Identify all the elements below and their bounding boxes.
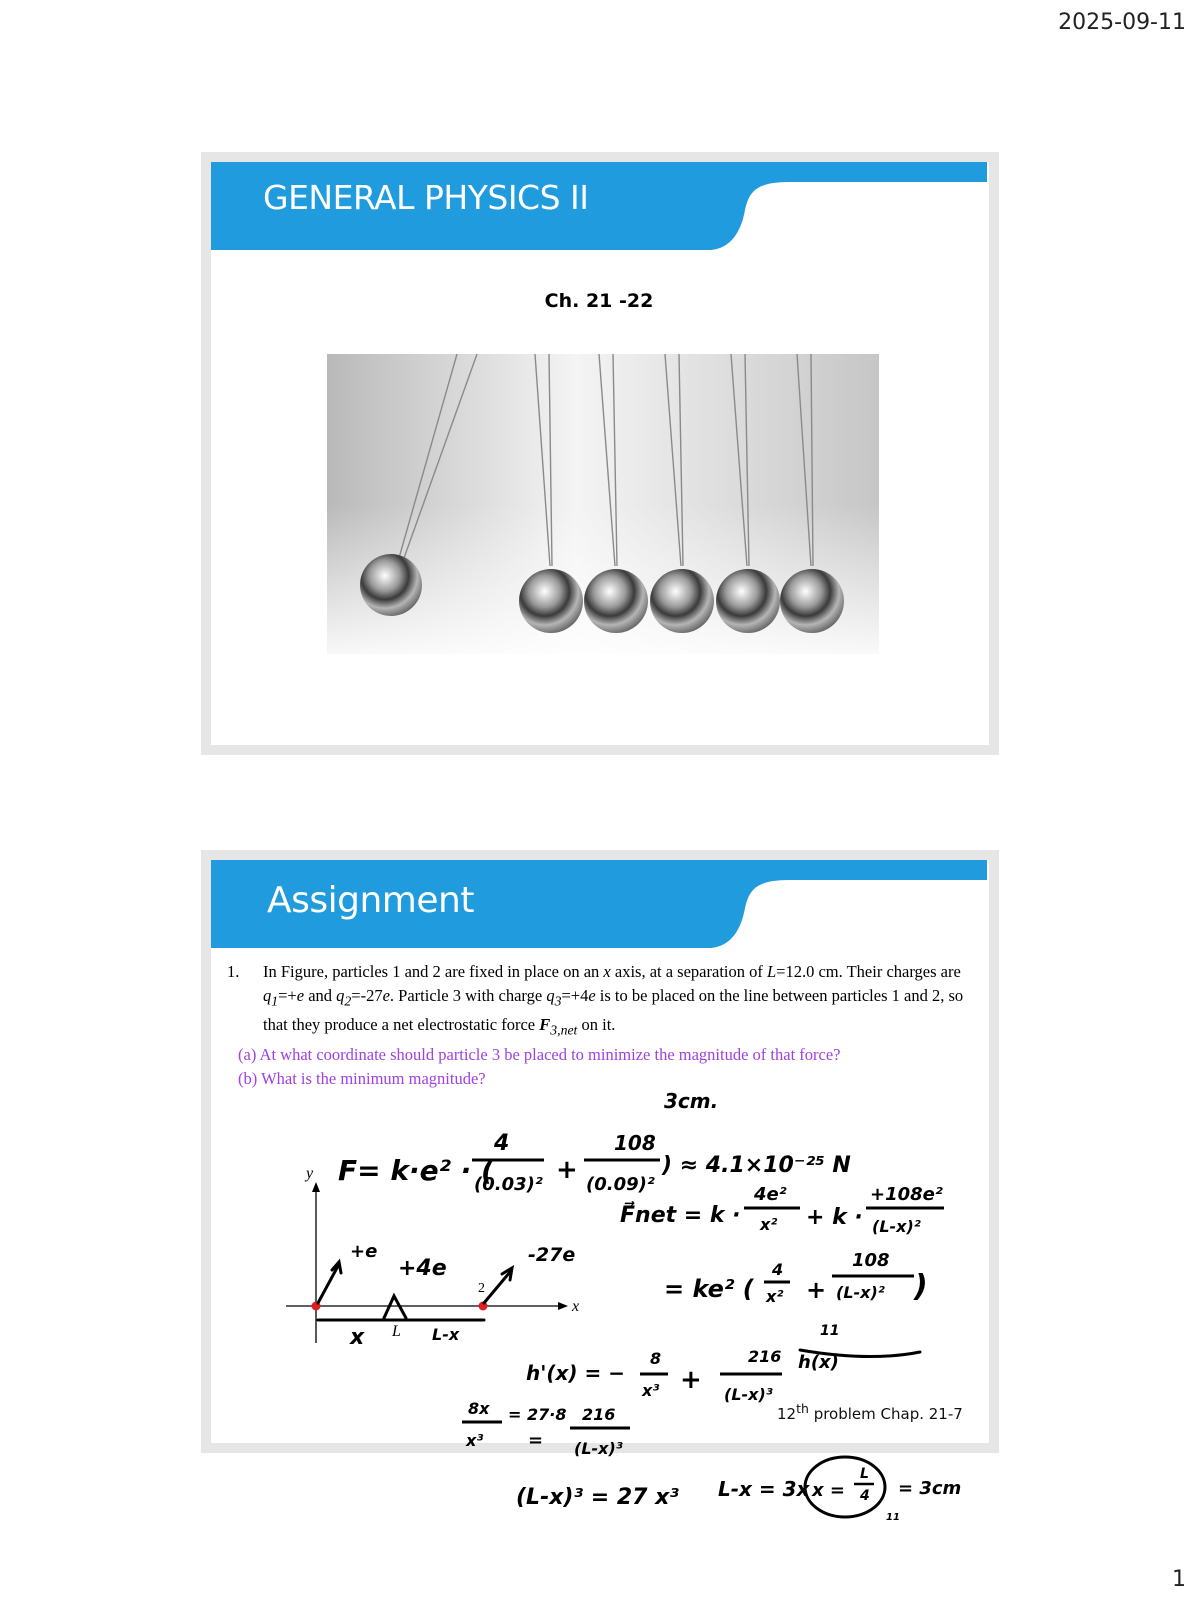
svg-text:+e: +e	[350, 1241, 378, 1262]
svg-text:F= k·e² · (: F= k·e² · (	[338, 1154, 494, 1187]
svg-text:) ≈ 4.1×10⁻²⁵ N: ) ≈ 4.1×10⁻²⁵ N	[662, 1153, 851, 1178]
svg-text:216: 216	[582, 1405, 616, 1424]
svg-text:L-x: L-x	[432, 1325, 460, 1344]
svg-text:+: +	[806, 1276, 827, 1304]
svg-text:(L-x)³: (L-x)³	[724, 1385, 773, 1404]
problem-number: 1.	[227, 962, 240, 981]
svg-text:4: 4	[772, 1260, 784, 1279]
svg-text:+ k ·: + k ·	[806, 1205, 863, 1230]
problem-part-a: (a) At what coordinate should particle 3 be placed to minimize the magnitude of that force?	[238, 1044, 841, 1064]
particle-2-label: 2	[478, 1281, 485, 1296]
svg-text:x³: x³	[466, 1431, 484, 1450]
svg-text:=: =	[528, 1430, 544, 1451]
svg-text:x²: x²	[766, 1287, 784, 1306]
slide-title: Assignment	[267, 880, 474, 921]
svg-text:x³: x³	[642, 1381, 660, 1400]
svg-text:+: +	[556, 1155, 578, 1185]
svg-text:4: 4	[494, 1131, 510, 1156]
svg-text:h'(x) = −: h'(x) = −	[526, 1361, 625, 1385]
page-date: 2025-09-11	[1058, 10, 1186, 35]
svg-text:= 27·8: = 27·8	[508, 1405, 567, 1424]
svg-text:11: 11	[820, 1323, 840, 1339]
answer-a: 3cm.	[664, 1089, 719, 1113]
svg-text:8x: 8x	[468, 1399, 490, 1418]
svg-text:(L-x)³: (L-x)³	[574, 1439, 623, 1458]
svg-text:4e²: 4e²	[754, 1184, 787, 1205]
slide-subtitle: Ch. 21 -22	[544, 290, 654, 312]
svg-text:(0.09)²: (0.09)²	[586, 1174, 655, 1195]
svg-text:L-x = 3x: L-x = 3x	[718, 1477, 810, 1501]
problem-source: 12th problem Chap. 21-7	[777, 1401, 963, 1423]
svg-text:(0.03)²: (0.03)²	[474, 1174, 543, 1195]
svg-text:x =: x =	[812, 1480, 845, 1501]
svg-text:): )	[914, 1269, 928, 1304]
svg-text:108: 108	[852, 1250, 890, 1271]
problem-statement: In Figure, particles 1 and 2 are fixed in place on an x axis, at a separation of L=12.0 cm. Their charges are $q_1=+e$ and $q_2=-27e$. Particle 3 with charge $q_3=+4e$ is to be placed on the line between particles 1 and 2, so that they produce a net electrostatic force $F_{3,net}$ on it.	[263, 962, 964, 1038]
separation-label: L	[392, 1323, 401, 1340]
svg-text:(L-x)³ = 27 x³: (L-x)³ = 27 x³	[516, 1485, 679, 1510]
svg-text:11: 11	[886, 1512, 900, 1523]
svg-text:x²: x²	[760, 1215, 778, 1234]
svg-text:+4e: +4e	[398, 1256, 447, 1281]
page-number: 1	[1172, 1567, 1186, 1592]
svg-text:(L-x)²: (L-x)²	[836, 1283, 885, 1302]
svg-text:h(x): h(x)	[798, 1352, 839, 1373]
svg-text:108: 108	[614, 1131, 656, 1155]
svg-text:L: L	[860, 1466, 869, 1482]
svg-text:x: x	[350, 1325, 365, 1350]
svg-text:= 3cm: = 3cm	[898, 1478, 962, 1499]
x-axis-label: x	[572, 1298, 580, 1315]
svg-text:+108e²: +108e²	[870, 1184, 943, 1205]
y-axis-label: y	[306, 1165, 314, 1182]
svg-text:= ke² (: = ke² (	[664, 1275, 754, 1303]
slide-title: GENERAL PHYSICS II	[263, 178, 589, 217]
svg-text:F⃗net = k ·: F⃗net = k ·	[620, 1203, 741, 1228]
svg-text:(L-x)²: (L-x)²	[872, 1217, 921, 1236]
problem-part-b: (b) What is the minimum magnitude?	[238, 1068, 486, 1088]
svg-text:216: 216	[748, 1347, 782, 1366]
svg-text:-27e: -27e	[528, 1244, 576, 1266]
svg-text:4: 4	[860, 1488, 870, 1504]
svg-text:8: 8	[650, 1349, 662, 1368]
svg-text:+: +	[680, 1365, 702, 1395]
